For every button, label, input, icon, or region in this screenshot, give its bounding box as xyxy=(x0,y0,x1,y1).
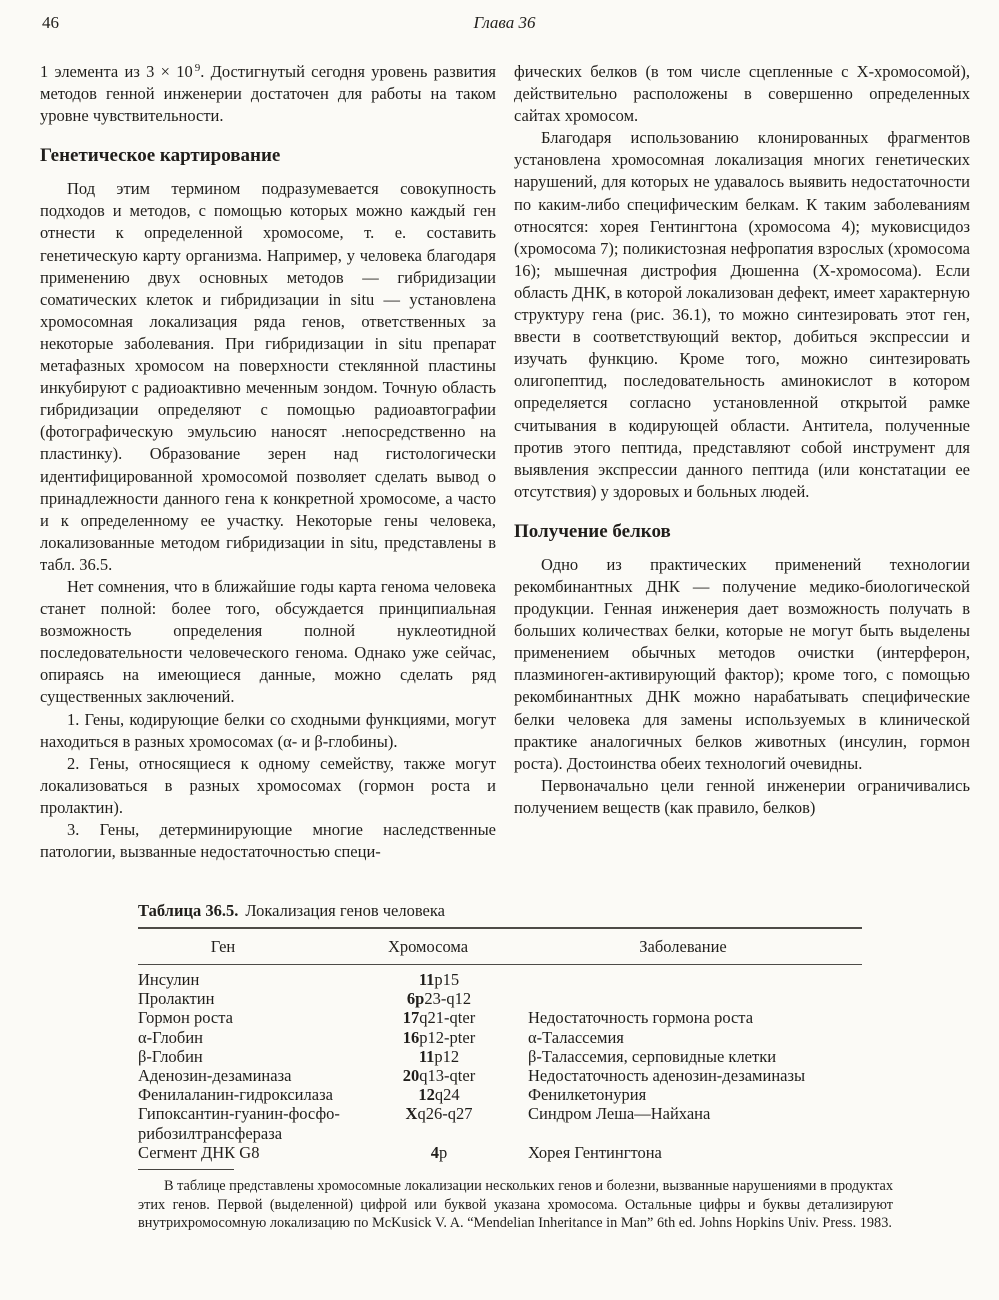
table-row xyxy=(138,1143,862,1162)
table-36-5-section xyxy=(138,900,894,1233)
paragraph-text: . Достигнутый сегодня уровень развития методов генной инженерии достаточен для работы на таком уровне чувствительности. xyxy=(40,62,496,126)
chromosome-locus: q13-qter xyxy=(419,1066,476,1086)
table-row xyxy=(138,1104,862,1142)
table-row xyxy=(138,1085,862,1104)
table-footnote: В таблице представлены хромосомные локализации нескольких генов и болезни, вызванные нарушениями в продуктах этих генов. Первой (выделенной) цифрой или буквой указана хромосома. Остальные цифры и буквы детализируют внутрихромосомную локализацию по McKusick V. A. “Mendelian Inheritance in Man” 6th ed. Johns Hopkins Univ. Press. 1983. xyxy=(138,1178,893,1232)
chromosome-locus: q26-q27 xyxy=(417,1104,473,1124)
chromosome-number-bold: 16 xyxy=(402,1027,420,1047)
table-caption xyxy=(138,900,894,922)
cell-disease: Синдром Леша—Найхана xyxy=(528,1104,711,1124)
cell-gene: Пролактин xyxy=(138,989,215,1009)
table-header-row xyxy=(138,929,862,964)
cell-gene: Гипоксантин-гуанин-фосфо-рибозилтрансфераза xyxy=(138,1104,340,1143)
table-row xyxy=(138,1047,862,1066)
cell-chromosome xyxy=(378,1143,500,1162)
chromosome-locus: p12-pter xyxy=(419,1027,476,1047)
left-column xyxy=(40,61,496,903)
cell-chromosome xyxy=(378,970,500,989)
cell-gene: Сегмент ДНК G8 xyxy=(138,1142,260,1162)
cell-chromosome xyxy=(378,989,500,1008)
table xyxy=(138,927,862,1162)
paragraph-continuation: фических белков (в том числе сцепленные с Х-хромосомой), действительно расположены в совершенно определенных сайтах хромосом. xyxy=(514,62,970,126)
chromosome-locus: q21-qter xyxy=(419,1008,476,1028)
cell-gene: Фенилаланин-гидроксилаза xyxy=(138,1085,333,1105)
chromosome-number-bold: 6p xyxy=(406,989,425,1009)
table-row xyxy=(138,970,862,989)
chromosome-number-bold: 11 xyxy=(418,1046,435,1066)
numbered-item-3: 3. Гены, детерминирующие многие наследственные патологии, вызванные недостаточностью специ- xyxy=(40,820,496,862)
paragraph: Одно из практических применений технологии рекомбинантных ДНК — получение медико-биологической продукции. Генная инженерия дает возможность получать в больших количествах белки, которые не могут быть выделены применением обычных методов очистки (интерферон, плазминоген-активирующий фактор); кроме того, с помощью рекомбинантных ДНК можно нарабатывать специфические белки человека для замены используемых в клинической практике аналогичных белков животных (инсулин, гормон роста). Достоинства обеих технологий очевидны. xyxy=(514,554,970,773)
cell-disease xyxy=(500,989,862,1008)
cell-gene: β-Глобин xyxy=(138,1046,203,1066)
table-caption-label: Таблица 36.5. xyxy=(138,901,239,920)
cell-disease: Недостаточность аденозин-дезаминазы xyxy=(528,1066,806,1086)
column-header-chromosome: Хромосома xyxy=(387,937,469,956)
chromosome-number-bold: X xyxy=(405,1104,418,1124)
paragraph-continuation xyxy=(40,61,496,127)
chromosome-locus: p xyxy=(439,1142,448,1162)
footnote-rule xyxy=(138,1169,234,1170)
page-header xyxy=(40,13,969,37)
table-row xyxy=(138,1028,862,1047)
cell-disease xyxy=(500,970,862,989)
paragraph: Нет сомнения, что в ближайшие годы карта генома человека станет полной: более того, обсуждается принципиальная возможность определения полной нуклеотидной последовательности человеческого генома. Однако уже сейчас, опираясь на имеющиеся данные, можно сделать ряд существенных заключений. xyxy=(40,576,496,707)
cell-chromosome xyxy=(378,1008,500,1027)
cell-chromosome xyxy=(378,1085,500,1104)
cell-chromosome xyxy=(378,1066,500,1085)
section-heading-protein-production: Получение белков xyxy=(514,520,671,542)
paragraph: Благодаря использованию клонированных фрагментов установлена хромосомная локализация многих генетических нарушений, для которых не удавалось выявить недостаточности по каким-либо специфическим белкам. К таким заболеваниям относятся: хорея Гентингтона (хромосома 4); муковисцидоз (хромосома 7); поликистозная нефропатия взрослых (хромосома 16); мышечная дистрофия Дюшенна (Х-хромосома). Если область ДНК, в которой локализован дефект, имеет характерную структуру гена (рис. 36.1), то можно синтезировать этот ген, ввести в соответствующий вектор, добиться экспрессии и изучать функцию. Кроме того, можно синтезировать олигопептид, последовательность аминокислот в котором определяется согласно установленной открытой рамке считывания в кодирующей области. Антитела, полученные против этого пептида, представляют собой инструмент для выявления экспрессии данного пептида (или констатации ее отсутствия) у здоровых и больных людей. xyxy=(514,128,970,501)
superscript-exponent: 9 xyxy=(194,61,201,74)
right-column xyxy=(514,61,970,903)
chromosome-number-bold: 17 xyxy=(402,1008,420,1028)
cell-disease: Хорея Гентингтона xyxy=(528,1142,662,1162)
cell-gene: Инсулин xyxy=(138,970,200,989)
column-header-gene: Ген xyxy=(210,937,236,956)
text-columns xyxy=(40,61,970,903)
cell-gene: Гормон роста xyxy=(138,1008,233,1028)
cell-gene: Аденозин-дезаминаза xyxy=(138,1066,292,1086)
page-number: 46 xyxy=(42,13,59,32)
chromosome-locus: p12 xyxy=(434,1046,460,1066)
paragraph: Под этим термином подразумевается совокупность подходов и методов, с помощью которых можно каждый ген отнести к определенной хромосоме, т. е. составить генетическую карту организма. Например, у человека благодаря применению двух основных методов — гибридизации соматических клеток и гибридизации in situ — установлена хромосомная локализация ряда генов, ответственных за некоторые заболевания. При гибридизации in situ препарат метафазных хромосом на поверхности стеклянной пластины инкубируют с радиоактивно меченным зондом. Точную область гибридизации определяют с помощью радиоавтографии (фотографическую эмульсию наносят .непосредственно на пластинку). Образование зерен над гистологически идентифицированной хромосомой позволяет сделать вывод о принадлежности данного гена к конкретной хромосоме, а часто и к определенному ее участку. Некоторые гены человека, локализованные методом гибридизации in situ, представлены в табл. 36.5. xyxy=(40,179,496,574)
cell-disease: Недостаточность гормона роста xyxy=(528,1008,754,1028)
cell-chromosome xyxy=(378,1028,500,1047)
chromosome-number-bold: 12 xyxy=(418,1085,435,1105)
table-caption-text: Локализация генов человека xyxy=(245,901,445,920)
paragraph-text: 1 элемента из 3 × 10 xyxy=(40,62,193,81)
numbered-item-1: 1. Гены, кодирующие белки со сходными функциями, могут находиться в разных хромосомах (α- и β-глобины). xyxy=(40,709,496,751)
chromosome-locus: p15 xyxy=(434,970,460,989)
chromosome-locus: 23-q12 xyxy=(424,989,472,1009)
paragraph: Первоначально цели генной инженерии ограничивались получением веществ (как правило, белков) xyxy=(514,775,970,817)
cell-gene: α-Глобин xyxy=(138,1027,203,1047)
cell-chromosome xyxy=(378,1047,500,1066)
table-row xyxy=(138,989,862,1008)
chromosome-number-bold: 11 xyxy=(418,970,435,989)
table-row xyxy=(138,1008,862,1027)
column-header-disease: Заболевание xyxy=(639,937,727,956)
cell-disease: β-Талассемия, серповидные клетки xyxy=(528,1046,777,1066)
chromosome-number-bold: 20 xyxy=(402,1066,420,1086)
table-body xyxy=(138,965,862,1162)
running-head-chapter: Глава 36 xyxy=(473,13,536,32)
chromosome-number-bold: 4 xyxy=(430,1142,439,1162)
table-row xyxy=(138,1066,862,1085)
chromosome-locus: q24 xyxy=(434,1085,460,1105)
section-heading-genetic-mapping: Генетическое картирование xyxy=(40,145,281,167)
numbered-item-2: 2. Гены, относящиеся к одному семейству, также могут локализоваться в разных хромосомах (гормон роста и пролактин). xyxy=(40,753,496,817)
cell-disease: Фенилкетонурия xyxy=(528,1085,647,1105)
cell-chromosome xyxy=(378,1104,500,1142)
cell-disease: α-Талассемия xyxy=(528,1027,624,1047)
